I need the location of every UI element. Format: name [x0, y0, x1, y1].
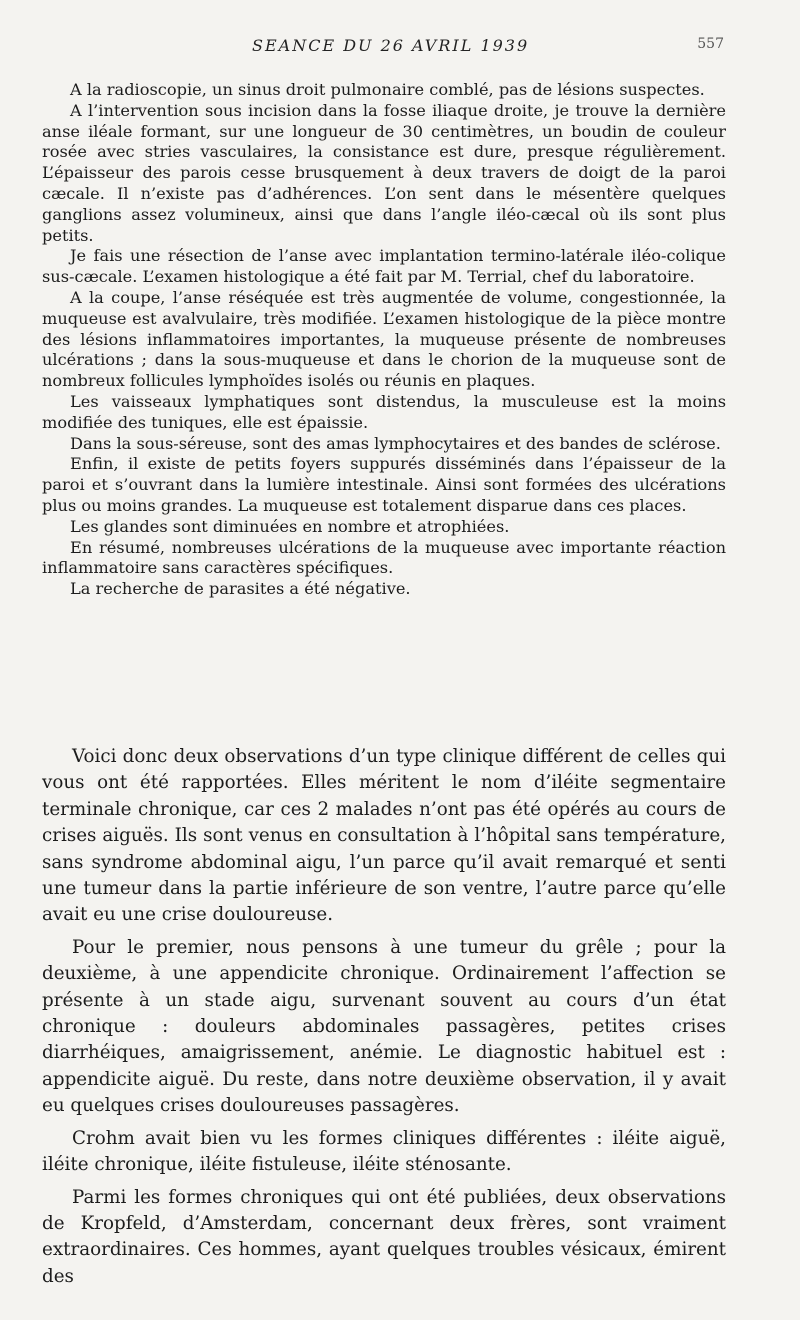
running-title: SEANCE DU 26 AVRIL 1939 [252, 36, 530, 55]
case-paragraph: A la radioscopie, un sinus droit pulmonaire comblé, pas de lésions suspectes. [70, 80, 705, 99]
case-paragraph: Les vaisseaux lymphatiques sont distendus, la musculeuse est la moins modifiée des tuniques, elle est épaissie. [42, 391, 726, 432]
page-header [0, 36, 800, 60]
page-number: 557 [697, 36, 724, 52]
case-paragraph: Enfin, il existe de petits foyers suppurés disséminés dans l’épaisseur de la paroi et s’ouvrant dans la lumière intestinale. Ainsi sont formées des ulcérations plus ou moins grandes. La muqueuse est totalement disparue dans ces places. [42, 454, 726, 515]
discussion-paragraph: Voici donc deux observations d’un type clinique différent de celles qui vous ont été rapportées. Elles méritent le nom d’iléite segmentaire terminale chronique, car ces 2 malades n’ont pas été opérés au cours de crises aiguës. Ils sont venus en consultation à l’hôpital sans température, sans syndrome abdominal aigu, l’un parce qu’il avait remarqué et senti une tumeur dans la partie inférieure de son ventre, l’autre parce qu’elle avait eu une crise douloureuse. [42, 746, 726, 926]
case-paragraph: A l’intervention sous incision dans la fosse iliaque droite, je trouve la dernière anse iléale formant, sur une longueur de 30 centimètres, un boudin de couleur rosée avec stries vasculaires, la consistance est dure, presque régulièrement. L’épaisseur des parois cesse brusquement à deux travers de doigt de la paroi cæcale. Il n’existe pas d’adhérences. L’on sent dans le mésentère quelques ganglions assez volumineux, ainsi que dans l’angle iléo-cæcal où ils sont plus petits. [42, 100, 726, 245]
case-paragraph: En résumé, nombreuses ulcérations de la muqueuse avec importante réaction inflammatoire sans caractères spécifiques. [42, 537, 726, 578]
case-report-section [42, 80, 726, 600]
discussion-paragraph: Crohm avait bien vu les formes cliniques différentes : iléite aiguë, iléite chronique, iléite fistuleuse, iléite sténosante. [42, 1127, 726, 1176]
case-paragraph: Les glandes sont diminuées en nombre et atrophiées. [70, 516, 510, 536]
discussion-paragraph: Parmi les formes chroniques qui ont été publiées, deux observations de Kropfeld, d’Amsterdam, concernant deux frères, sont vraiment extraordinaires. Ces hommes, ayant quelques troubles vésicaux, émirent des [42, 1186, 726, 1287]
case-paragraph: Dans la sous-séreuse, sont des amas lymphocytaires et des bandes de sclérose. [70, 433, 721, 453]
discussion-section [42, 744, 726, 1296]
discussion-paragraph: Pour le premier, nous pensons à une tumeur du grêle ; pour la deuxième, à une appendicite chronique. Ordinairement l’affection se présente à un stade aigu, survenant souvent au cours d’un état chronique : douleurs abdominales passagères, petites crises diarrhéiques, amaigrissement, anémie. Le diagnostic habituel est : appendicite aiguë. Du reste, dans notre deuxième observation, il y avait eu quelques crises douloureuses passagères. [42, 936, 726, 1117]
case-paragraph: A la coupe, l’anse réséquée est très augmentée de volume, congestionnée, la muqueuse est avalvulaire, très modifiée. L’examen histologique de la pièce montre des lésions inflammatoires importantes, la muqueuse présente de nombreuses ulcérations ; dans la sous-muqueuse et dans le chorion de la muqueuse sont de nombreux follicules lymphoïdes isolés ou réunis en plaques. [42, 287, 726, 391]
case-paragraph: Je fais une résection de l’anse avec implantation termino-latérale iléo-colique sus-cæcale. L’examen histologique a été fait par M. Terrial, chef du laboratoire. [42, 246, 726, 287]
case-paragraph: La recherche de parasites a été négative. [70, 579, 411, 599]
